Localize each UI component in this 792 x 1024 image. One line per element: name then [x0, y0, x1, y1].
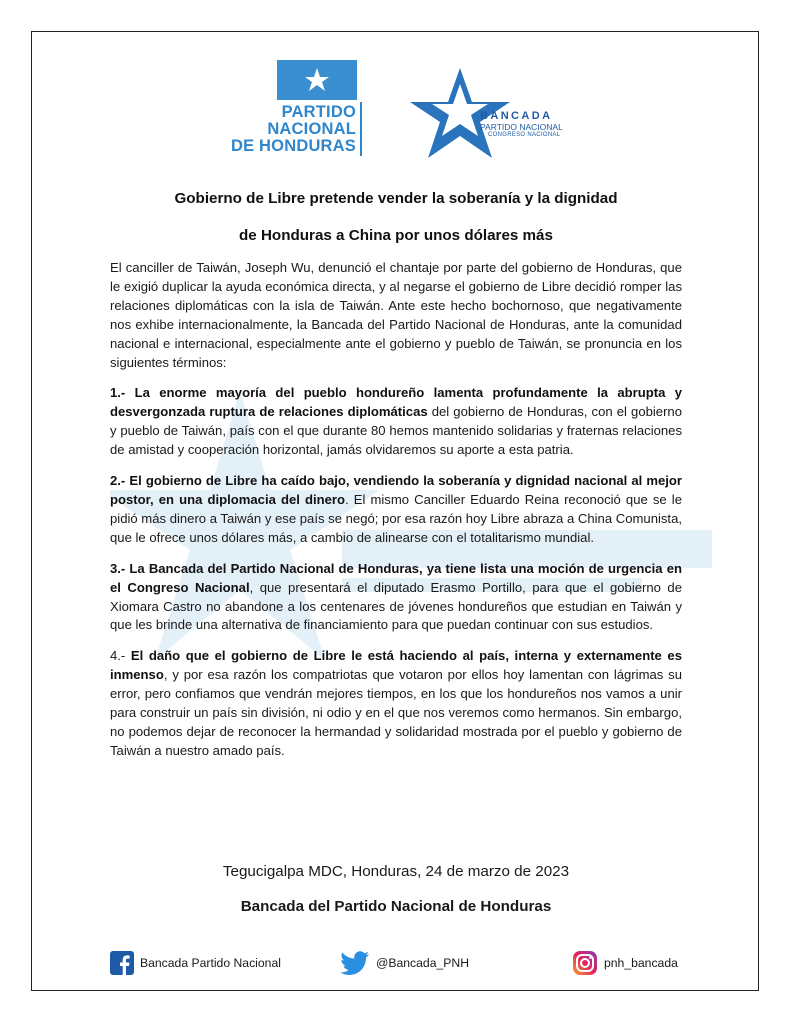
point-1-bold: 1.- La enorme mayoría del pueblo hondureño lamenta profundamente la abrupta y desvergonzada ruptura de relaciones diplomáticas — [110, 385, 682, 420]
header-logos — [0, 58, 792, 168]
bancada-title: BANCADA — [480, 110, 553, 122]
twitter-label: @Bancada_PNH — [376, 956, 469, 970]
facebook-label: Bancada Partido Nacional — [140, 956, 281, 970]
point-1 — [110, 384, 682, 460]
point-4 — [110, 647, 682, 760]
twitter-icon — [340, 951, 370, 975]
bancada-subtitle: PARTIDO NACIONAL — [480, 122, 563, 132]
twitter-link[interactable] — [340, 948, 469, 978]
pnh-divider — [360, 102, 362, 156]
point-4-bold: El daño que el gobierno de Libre le está haciendo al país, interna y externamente es inmenso — [110, 648, 682, 683]
point-3 — [110, 560, 682, 636]
point-2-text: . El mismo Canciller Eduardo Reina reconoció que se le pidió más dinero a Taiwán y ese país se negó; por esa razón hoy Libre abraza a China Comunista, que le ofrece unos dólares más, a cambio de alinearse con el totalitarismo mundial. — [110, 491, 682, 545]
pnh-line-1: PARTIDO — [281, 103, 356, 121]
intro-paragraph: El canciller de Taiwán, Joseph Wu, denunció el chantaje por parte del gobierno de Honduras, que le exigió duplicar la ayuda económica directa, y al negarse el gobierno de Libre decidió romper las relaciones diplomáticas con la isla de Taiwán. Ante este hecho bochornoso, que negativamente nos exhibe internacionalmente, la Bancada del Partido Nacional de Honduras, ante la comunidad nacional e internacional, especialmente ante el gobierno y pueblo de Taiwán, se pronuncia en los siguientes términos: — [110, 260, 682, 370]
pnh-logo — [220, 58, 368, 160]
pnh-star-box — [277, 60, 357, 100]
point-4-prefix: 4.- — [110, 648, 131, 664]
point-2 — [110, 472, 682, 548]
bancada-logo — [410, 64, 600, 164]
signature: Bancada del Partido Nacional de Honduras — [240, 898, 552, 915]
pnh-line-3: DE HONDURAS — [230, 137, 356, 155]
pnh-wordmark — [231, 104, 356, 155]
facebook-link[interactable] — [110, 948, 281, 978]
document-body — [110, 259, 682, 773]
document-title-line-2: de Honduras a China por unos dólares más — [239, 227, 553, 244]
bancada-wordmark — [480, 110, 563, 138]
star-icon — [277, 60, 357, 100]
instagram-link[interactable] — [572, 948, 678, 978]
instagram-label: pnh_bancada — [604, 956, 678, 970]
pnh-line-2: NACIONAL — [267, 120, 356, 138]
instagram-icon — [572, 950, 598, 976]
place-date: Tegucigalpa MDC, Honduras, 24 de marzo de 2023 — [222, 863, 570, 880]
bancada-subtitle-2: CONGRESO NACIONAL — [488, 132, 561, 138]
point-3-text: , que presentará el diputado Erasmo Portillo, para que el gobierno de Xiomara Castro no abandone a los centenares de jóvenes hondureños que estudian en Taiwán y que les brinde una alternativa de financiamiento para que puedan continuar con sus estudios. — [110, 579, 682, 633]
document-title-line-1: Gobierno de Libre pretende vender la soberanía y la dignidad — [174, 190, 618, 207]
facebook-icon — [110, 951, 134, 975]
point-1-text: del gobierno de Honduras, con el gobierno y pueblo de Taiwán, país con el que durante 80 hemos mantenido solidarias y fraternas relaciones de amistad y cooperación horizontal, jamás olvidaremos su aporte a esta patria. — [110, 404, 682, 458]
point-4-text: , y por esa razón los compatriotas que votaron por ellos hoy lamentan con lágrimas su error, pero confiamos que vendrán mejores tiempos, en los que los hondureños nos vamos a unir para construir un país sin división, ni odio y en el que nos veremos como hermanos. Sin embargo, no podemos dejar de reconocer la hermandad y solidaridad mostrada por el pueblo y gobierno de Taiwán a nuestro amado país. — [110, 667, 682, 758]
point-3-bold: 3.- La Bancada del Partido Nacional de Honduras, ya tiene lista una moción de urgencia en el Congreso Nacional — [110, 560, 682, 595]
point-2-bold: 2.- El gobierno de Libre ha caído bajo, vendiendo la soberanía y dignidad nacional al mejor postor, en una diplomacia del dinero — [110, 473, 682, 507]
